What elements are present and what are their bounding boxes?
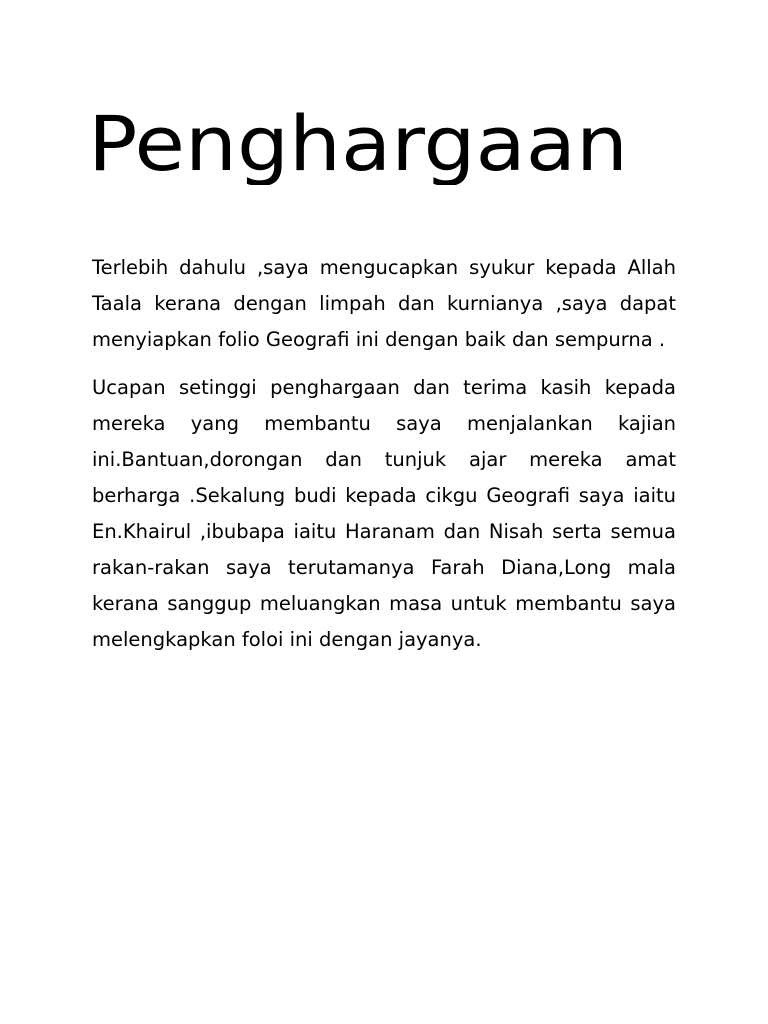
page-title-svg (88, 90, 633, 185)
body-text (92, 250, 676, 670)
paragraph-1: Terlebih dahulu ,saya mengucapkan syukur kepada Allah Taala kerana dengan limpah dan kurnianya ,saya dapat menyiapkan folio Geografi ini dengan baik dan sempurna . (92, 256, 676, 351)
paragraph-2: Ucapan setinggi penghargaan dan terima kasih kepada mereka yang membantu saya menjalankan kajian ini.Bantuan,dorongan dan tunjuk ajar mereka amat berharga .Sekalung budi kepada cikgu Geografi saya iaitu En.Khairul ,ibubapa iaitu Haranam dan Nisah serta semua rakan-rakan saya terutamanya Farah Diana,Long mala kerana sanggup meluangkan masa untuk membantu saya melengkapkan foloi ini dengan jayanya. (92, 376, 676, 651)
page-title: Penghargaan (88, 99, 628, 185)
page-title-wordart (88, 90, 633, 185)
